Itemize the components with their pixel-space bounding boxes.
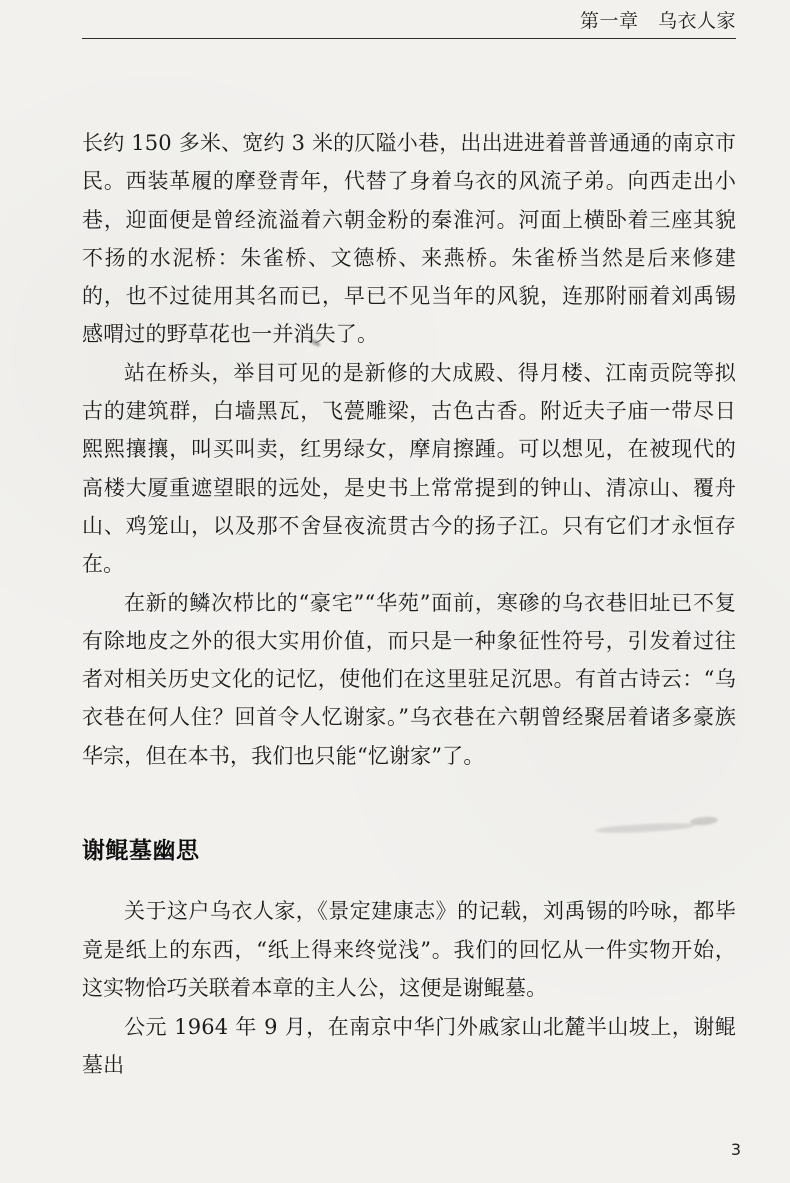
header-rule [82, 38, 736, 39]
paragraph-records: 关于这户乌衣人家，《景定建康志》的记载，刘禹锡的吟咏，都毕竟是纸上的东西，“纸上得来终觉浅”。我们的回忆从一件实物开始，这实物恰巧关联着本章的主人公，这便是谢鲲墓。 [82, 899, 736, 1000]
section-heading: 谢鲲墓幽思 [82, 838, 200, 864]
paragraph-continued: 长约 150 多米、宽约 3 米的仄隘小巷，出出进进着普普通通的南京市民。西装革履的摩登青年，代替了身着乌衣的风流子弟。向西走出小巷，迎面便是曾经流溢着六朝金粉的秦淮河。河面上横卧着三座其貌不扬的水泥桥：朱雀桥、文德桥、来燕桥。朱雀桥当然是后来修建的，也不过徒用其名而已，早已不见当年的风貌，连那附丽着刘禹锡感喟过的野草花也一并消失了。 [82, 131, 736, 347]
main-text-block [82, 124, 736, 775]
ink-smudge [690, 816, 719, 826]
paragraph-wuyi-lane: 在新的鳞次栉比的“豪宅”“华苑”面前，寒碜的乌衣巷旧址已不复有除地皮之外的很大实用价值，而只是一种象征性符号，引发着过往者对相关历史文化的记忆，使他们在这里驻足沉思。有首古诗云：“乌衣巷在何人住？回首令人忆谢家。”乌衣巷在六朝曾经聚居着诸多豪族华宗，但在本书，我们也只能“忆谢家”了。 [82, 590, 736, 768]
page-number: 3 [730, 1140, 741, 1159]
ink-smudge [595, 821, 695, 834]
running-header: 第一章 乌衣人家 [579, 10, 736, 32]
paragraph-tomb-discovery: 公元 1964 年 9 月，在南京中华门外戚家山北麓半山坡上，谢鲲墓出 [82, 1014, 736, 1077]
section-text-block [82, 892, 736, 1085]
paragraph-bridge-view: 站在桥头，举目可见的是新修的大成殿、得月楼、江南贡院等拟古的建筑群，白墙黑瓦，飞甍雕梁，古色古香。附近夫子庙一带尽日熙熙攘攘，叫买叫卖，红男绿女，摩肩擦踵。可以想见，在被现代的高楼大厦重遮望眼的远处，是史书上常常提到的钟山、清凉山、覆舟山、鸡笼山，以及那不舍昼夜流贯古今的扬子江。只有它们才永恒存在。 [82, 360, 736, 577]
